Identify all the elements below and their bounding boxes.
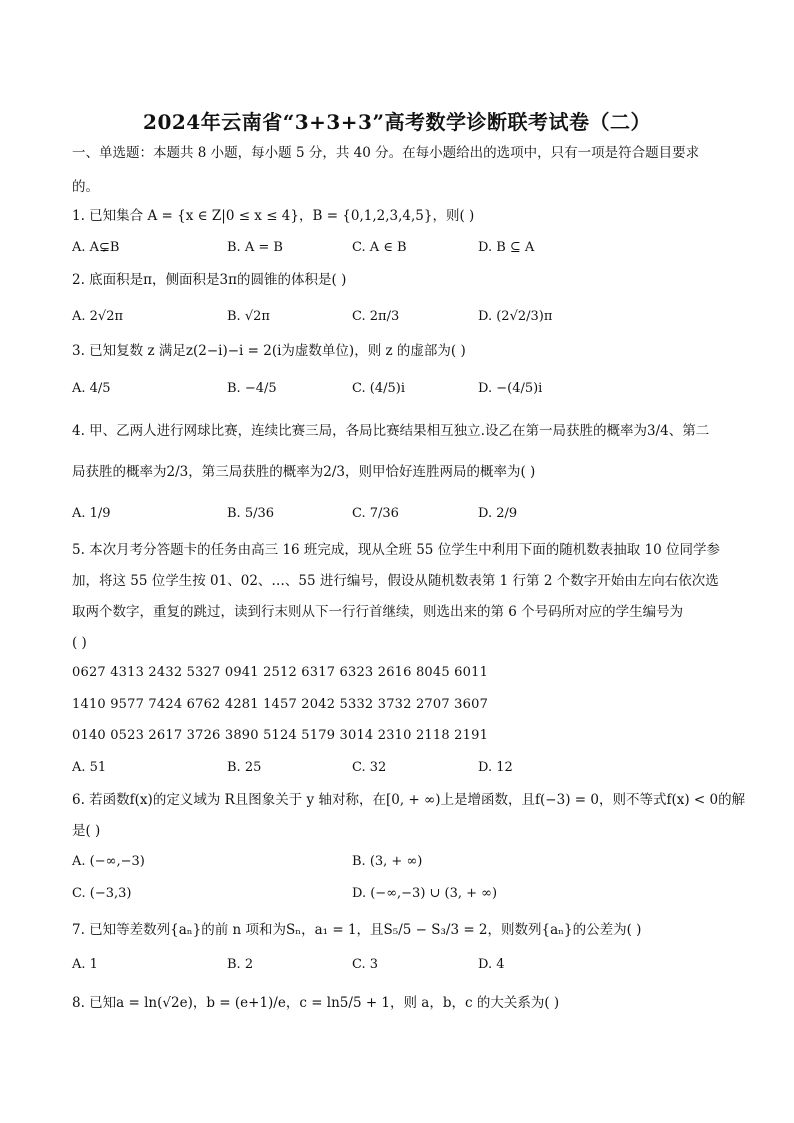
q5-option-a: A. 51 xyxy=(72,760,107,775)
q6-option-b: B. (3, + ∞) xyxy=(352,854,423,869)
q4-option-c: C. 7/36 xyxy=(352,506,399,521)
q6-option-a: A. (−∞,−3) xyxy=(72,854,145,869)
question-1: 1. 已知集合 A = {x ∈ Z|0 ≤ x ≤ 4}，B = {0,1,2,3,4,5}，则( ) xyxy=(72,208,475,224)
random-table-row-1: 0627 4313 2432 5327 0941 2512 6317 6323 2616 8045 6011 xyxy=(72,665,489,680)
question-2: 2. 底面积是π，侧面积是3π的圆锥的体积是( ) xyxy=(72,272,347,288)
question-5: 5. 本次月考分答题卡的任务由高三 16 班完成，现从全班 55 位学生中利用下面的随机数表抽取 10 位同学参 xyxy=(72,542,720,558)
q3-option-c: C. (4/5)i xyxy=(352,381,405,396)
q6-option-d: D. (−∞,−3) ∪ (3, + ∞) xyxy=(352,886,498,901)
q1-option-c: C. A ∈ B xyxy=(352,240,407,255)
question-4-cont: 局获胜的概率为2/3，第三局获胜的概率为2/3，则甲恰好连胜两局的概率为( ) xyxy=(72,464,536,480)
q5-option-c: C. 32 xyxy=(352,760,387,775)
q3-option-a: A. 4/5 xyxy=(72,381,111,396)
q4-option-a: A. 1/9 xyxy=(72,506,111,521)
question-5-cont-3: ( ) xyxy=(72,635,87,651)
q3-option-b: B. −4/5 xyxy=(227,381,277,396)
question-7: 7. 已知等差数列{aₙ}的前 n 项和为Sₙ，a₁ = 1，且S₅/5 − S₃/3 = 2，则数列{aₙ}的公差为( ) xyxy=(72,922,642,938)
q1-option-a: A. A⊊B xyxy=(72,240,120,255)
q7-option-d: D. 4 xyxy=(478,957,505,972)
question-8: 8. 已知a = ln(√2e)，b = (e+1)/e，c = ln5/5 + 1，则 a，b，c 的大关系为( ) xyxy=(72,995,560,1011)
q4-option-b: B. 5/36 xyxy=(227,506,275,521)
question-3: 3. 已知复数 z 满足z(2−i)−i = 2(i为虚数单位)，则 z 的虚部为( ) xyxy=(72,343,466,359)
q7-option-a: A. 1 xyxy=(72,957,98,972)
q4-option-d: D. 2/9 xyxy=(478,506,518,521)
q5-option-d: D. 12 xyxy=(478,760,513,775)
q2-option-d: D. (2√2/3)π xyxy=(478,309,553,324)
q2-option-b: B. √2π xyxy=(227,309,270,324)
q1-option-b: B. A = B xyxy=(227,240,283,255)
section-header-cont: 的。 xyxy=(72,179,99,195)
q1-option-d: D. B ⊆ A xyxy=(478,240,535,255)
question-6-cont: 是( ) xyxy=(72,823,101,839)
question-4: 4. 甲、乙两人进行网球比赛，连续比赛三局，各局比赛结果相互独立.设乙在第一局获胜的概率为3/4、第二 xyxy=(72,423,710,439)
exam-title: 2024年云南省“3+3+3”高考数学诊断联考试卷（二） xyxy=(143,110,651,134)
question-5-cont-1: 加，将这 55 位学生按 01、02、…、55 进行编号，假设从随机数表第 1 行第 2 个数字开始由左向右依次选 xyxy=(72,573,719,589)
q6-option-c: C. (−3,3) xyxy=(72,886,132,901)
q2-option-c: C. 2π/3 xyxy=(352,309,400,324)
q2-option-a: A. 2√2π xyxy=(72,309,124,324)
question-5-cont-2: 取两个数字，重复的跳过，读到行末则从下一行行首继续，则选出来的第 6 个号码所对应的学生编号为 xyxy=(72,604,684,620)
section-header: 一、单选题：本题共 8 小题，每小题 5 分，共 40 分。在每小题给出的选项中，只有一项是符合题目要求 xyxy=(72,145,700,161)
random-table-row-3: 0140 0523 2617 3726 3890 5124 5179 3014 2310 2118 2191 xyxy=(72,728,489,743)
q7-option-b: B. 2 xyxy=(227,957,254,972)
random-table-row-2: 1410 9577 7424 6762 4281 1457 2042 5332 3732 2707 3607 xyxy=(72,697,489,712)
question-6: 6. 若函数f(x)的定义域为 R且图象关于 y 轴对称，在[0, + ∞)上是增函数，且f(−3) = 0，则不等式f(x) < 0的解 xyxy=(72,792,746,808)
q5-option-b: B. 25 xyxy=(227,760,262,775)
q3-option-d: D. −(4/5)i xyxy=(478,381,543,396)
q7-option-c: C. 3 xyxy=(352,957,379,972)
